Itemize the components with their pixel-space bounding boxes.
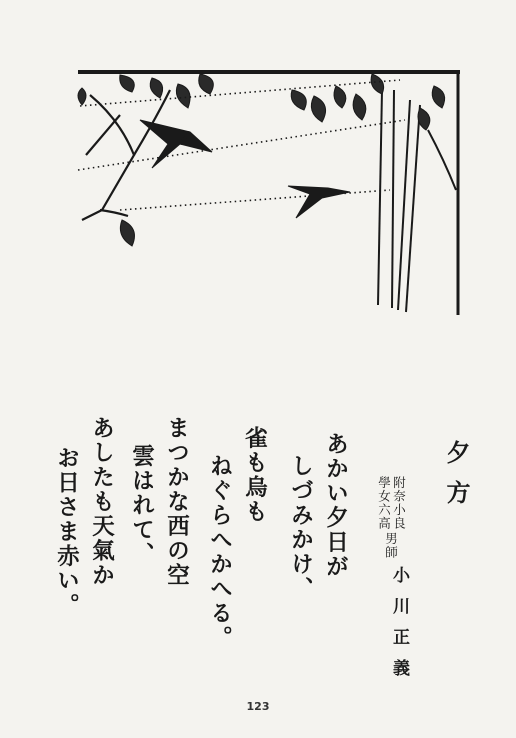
author-affiliation-line1: 附奈小良	[391, 476, 407, 530]
poem-line: まつかな西の空	[163, 416, 190, 588]
author-affiliation-line3: 男師	[383, 532, 399, 559]
poem-line: 雀も烏も	[241, 426, 268, 524]
swallows-illustration	[60, 60, 470, 320]
tree-trunks	[378, 90, 456, 312]
left-branch	[82, 90, 170, 220]
leaves	[78, 74, 445, 246]
poem-line: 雲はれて、	[128, 444, 155, 567]
author-affiliation-line2: 學女六高	[376, 476, 392, 530]
poem-line: ねぐらへかへる。	[206, 454, 233, 650]
poem-line: あかい夕日が	[322, 432, 349, 579]
swallow-icon	[140, 120, 212, 168]
author-name: 小川正義	[389, 566, 409, 690]
page-number: 123	[246, 700, 270, 713]
poem-title: 夕方	[442, 440, 471, 520]
poem-line: お日さま赤い。	[53, 446, 80, 618]
swallow-icon	[288, 186, 350, 218]
poem-line: あしたも天氣か	[88, 416, 115, 588]
poem-line: しづみかけ、	[287, 454, 314, 601]
